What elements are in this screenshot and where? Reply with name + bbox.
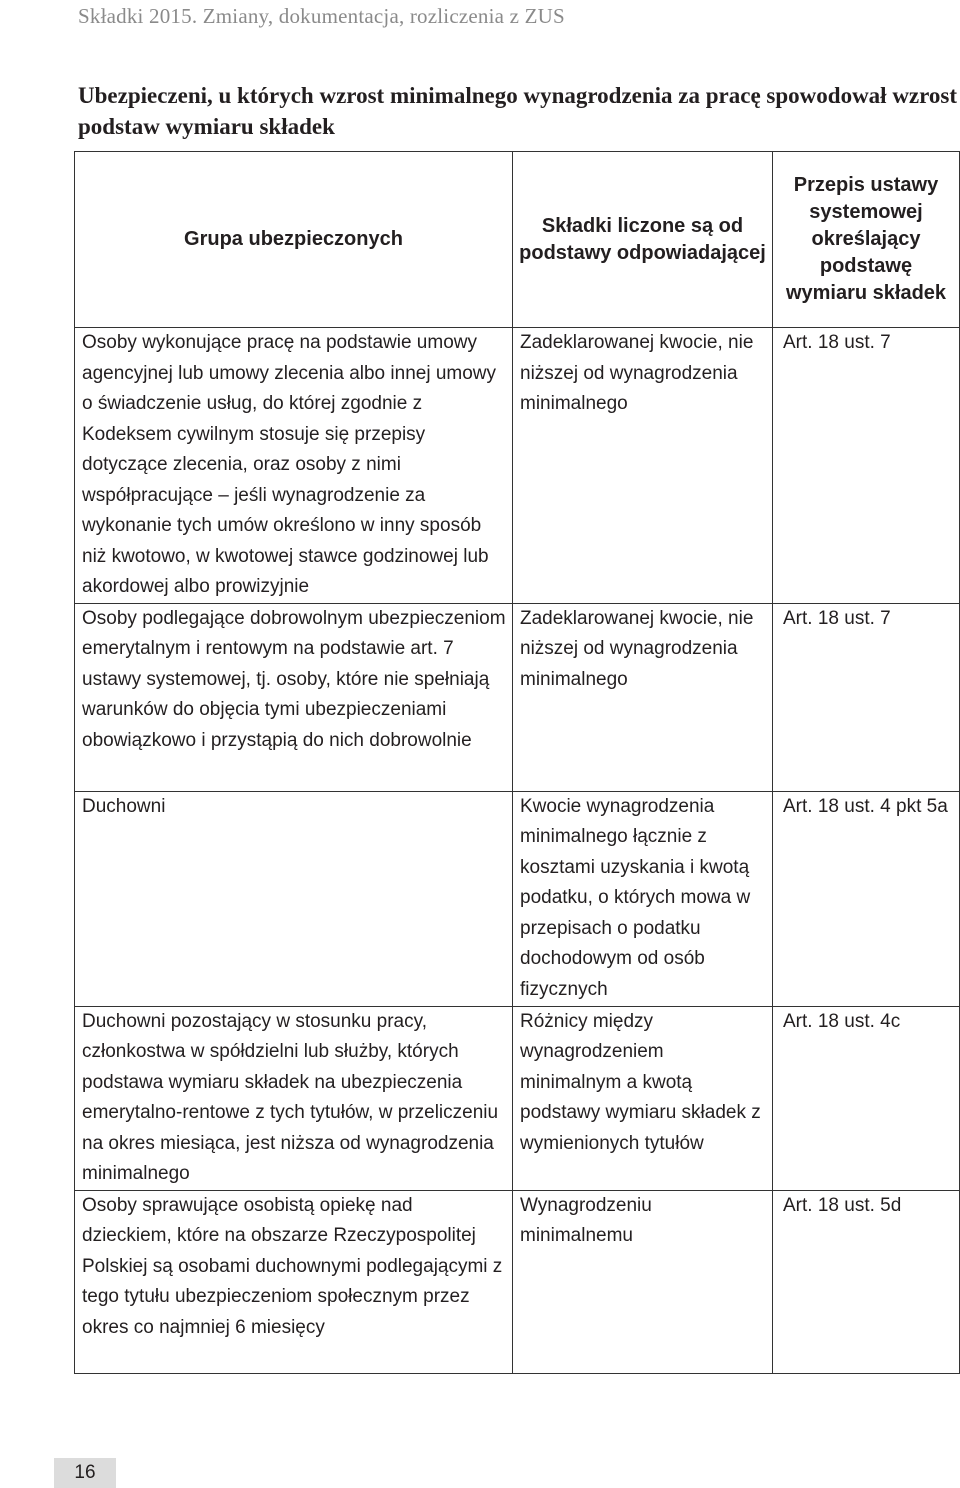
table-row <box>75 603 960 791</box>
table-row <box>75 1006 960 1190</box>
table-row <box>75 328 960 604</box>
table-header-row <box>75 152 960 328</box>
cell-group: Duchowni pozostający w stosunku pracy, członkostwa w spółdzielni lub służby, których podstawa wymiaru składek na ubezpieczenia emerytalno-rentowe z tych tytułów, w przeliczeniu na okres miesiąca, jest niższa od wynagrodzenia minimalnego <box>75 1006 513 1190</box>
cell-article: Art. 18 ust. 7 <box>773 328 960 604</box>
cell-basis: Zadeklarowanej kwocie, nie niższej od wynagrodzenia minimalnego <box>513 603 773 791</box>
cell-basis: Różnicy między wynagrodzeniem minimalnym a kwotą podstawy wymiaru składek z wymienionych tytułów <box>513 1006 773 1190</box>
table-row <box>75 1190 960 1373</box>
column-header-group: Grupa ubezpieczonych <box>75 152 513 328</box>
column-header-basis: Składki liczone są od podstawy odpowiadającej <box>513 152 773 328</box>
cell-article: Art. 18 ust. 7 <box>773 603 960 791</box>
cell-article: Art. 18 ust. 5d <box>773 1190 960 1373</box>
cell-group: Duchowni <box>75 791 513 1006</box>
table-row <box>75 791 960 1006</box>
cell-group: Osoby podlegające dobrowolnym ubezpieczeniom emerytalnym i rentowym na podstawie art. 7 ustawy systemowej, tj. osoby, które nie spełniają warunków do objęcia tymi ubezpieczeniami obowiązkowo i przystąpią do nich dobrowolnie <box>75 603 513 791</box>
insured-groups-table <box>74 151 960 1374</box>
cell-group: Osoby sprawujące osobistą opiekę nad dzieckiem, które na obszarze Rzeczypospolitej Polskiej są osobami duchownymi podlegającymi z tego tytułu ubezpieczeniom społecznym przez okres co najmniej 6 miesięcy <box>75 1190 513 1373</box>
cell-group: Osoby wykonujące pracę na podstawie umowy agencyjnej lub umowy zlecenia albo innej umowy o świadczenie usług, do której zgodnie z Kodeksem cywilnym stosuje się przepisy dotyczące zlecenia, oraz osoby z nimi współpracujące – jeśli wynagrodzenie za wykonanie tych umów określono w inny sposób niż kwotowo, w kwotowej stawce godzinowej lub akordowej albo prowizyjnie <box>75 328 513 604</box>
cell-basis: Kwocie wynagrodzenia minimalnego łącznie z kosztami uzyskania i kwotą podatku, o których mowa w przepisach o podatku dochodowym od osób fizycznych <box>513 791 773 1006</box>
cell-article: Art. 18 ust. 4c <box>773 1006 960 1190</box>
cell-basis: Wynagrodzeniu minimalnemu <box>513 1190 773 1373</box>
cell-basis: Zadeklarowanej kwocie, nie niższej od wynagrodzenia minimalnego <box>513 328 773 604</box>
section-title: Ubezpieczeni, u których wzrost minimalnego wynagrodzenia za pracę spowodował wzrost podstaw wymiaru składek <box>78 83 958 139</box>
running-header: Składki 2015. Zmiany, dokumentacja, rozliczenia z ZUS <box>78 4 565 28</box>
page-number: 16 <box>54 1458 116 1488</box>
column-header-article: Przepis ustawy systemowej określający podstawę wymiaru składek <box>773 152 960 328</box>
cell-article: Art. 18 ust. 4 pkt 5a <box>773 791 960 1006</box>
